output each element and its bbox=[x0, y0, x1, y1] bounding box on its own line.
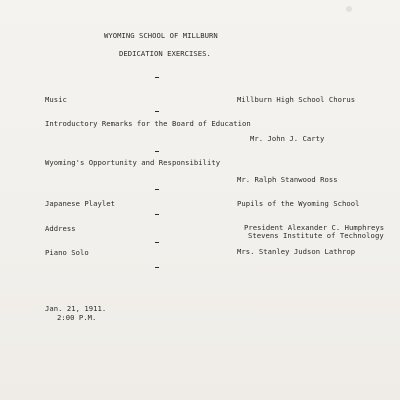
event-date: Jan. 21, 1911. bbox=[45, 304, 107, 313]
program-performer: Mrs. Stanley Judson Lathrop bbox=[237, 247, 356, 256]
program-performer: Pupils of the Wyoming School bbox=[237, 199, 360, 208]
event-time: 2:00 P.M. bbox=[57, 313, 97, 322]
separator-dash bbox=[155, 151, 159, 152]
program-item: Piano Solo bbox=[45, 248, 89, 257]
program-performer: President Alexander C. Humphreys bbox=[244, 223, 385, 232]
separator-dash bbox=[155, 242, 159, 243]
paper-stain bbox=[346, 6, 352, 12]
program-performer: Mr. Ralph Stanwood Ross bbox=[237, 175, 338, 184]
program-performer: Mr. John J. Carty bbox=[250, 134, 325, 143]
separator-dash bbox=[155, 189, 159, 190]
program-item: Address bbox=[45, 224, 76, 233]
program-item: Music bbox=[45, 95, 67, 104]
program-performer: Millburn High School Chorus bbox=[237, 95, 356, 104]
program-performer-affiliation: Stevens Institute of Technology bbox=[248, 231, 384, 240]
separator-dash bbox=[155, 111, 159, 112]
program-item: Wyoming's Opportunity and Responsibility bbox=[45, 158, 221, 167]
header-title: WYOMING SCHOOL OF MILLBURN bbox=[104, 31, 218, 40]
separator-dash bbox=[155, 77, 159, 78]
separator-dash bbox=[155, 214, 159, 215]
program-item: Japanese Playlet bbox=[45, 199, 116, 208]
program-item: Introductory Remarks for the Board of Education bbox=[45, 119, 251, 128]
separator-dash bbox=[155, 267, 159, 268]
header-subtitle: DEDICATION EXERCISES. bbox=[119, 49, 211, 58]
